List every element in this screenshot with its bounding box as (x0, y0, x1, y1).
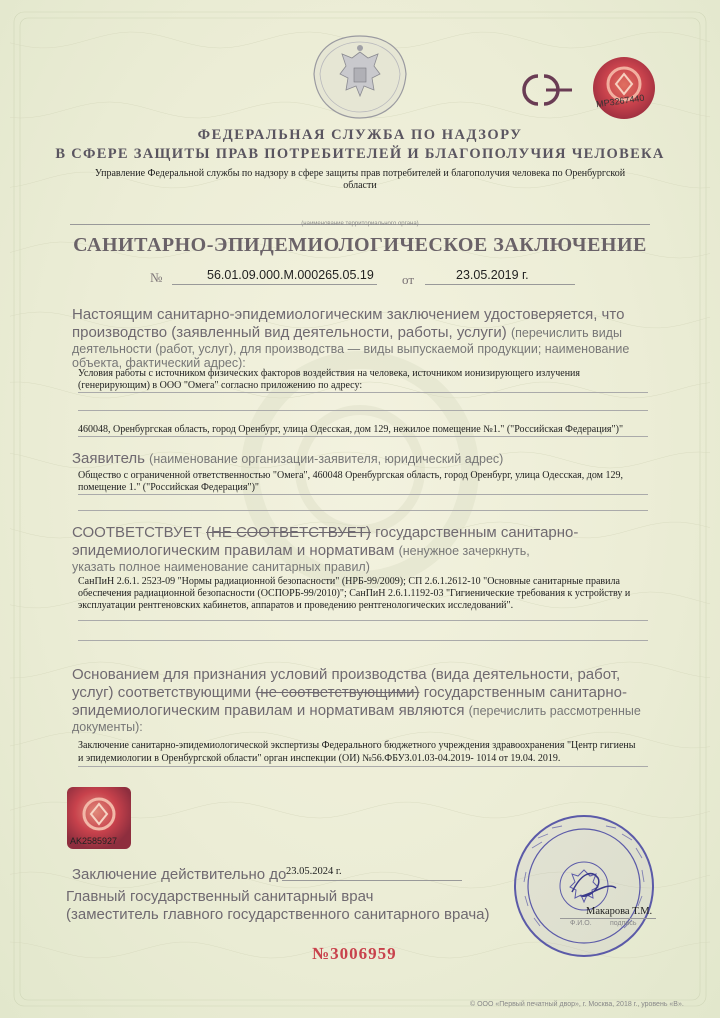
certify-lead-2-text: производство (заявленный вид деятельности, работы, услуги) (72, 324, 507, 341)
sanitary-mark-icon (514, 70, 576, 110)
activity-line-2: (генерирующим) в ООО "Омега" согласно приложению по адресу: (78, 380, 363, 391)
signatory-title-2: (заместитель главного государственного санитарного врача) (66, 906, 490, 923)
date-label: от (402, 272, 415, 287)
document-title: САНИТАРНО-ЭПИДЕМИОЛОГИЧЕСКОЕ ЗАКЛЮЧЕНИЕ (73, 234, 647, 256)
number-label: № (150, 270, 163, 285)
activity-underline-2 (78, 410, 648, 411)
validity-label: Заключение действительно до (72, 866, 287, 883)
rules-underline-1 (78, 620, 648, 621)
office-hint: (наименование территориального органа) (301, 221, 419, 227)
validity-date: 23.05.2024 г. (286, 866, 342, 877)
applicant-row (72, 450, 503, 468)
date-underline (425, 284, 575, 285)
activity-line-1: Условия работы с источником физических факторов воздействия на человека, источником ионизирующего излучения (78, 368, 581, 379)
certify-hint-2: деятельности (работ, услуг), для производства — виды выпускаемой продукции; наименование (72, 342, 630, 356)
printer-footer: © ООО «Первый печатный двор», г. Москва, 2018 г., уровень «В». (470, 1001, 684, 1008)
office-name: Управление Федеральной службы по надзору в сфере защиты прав потребителей и благополучия человека по Оренбургской области (94, 168, 626, 191)
conformity-line-2 (72, 542, 530, 560)
rules-underline-2 (78, 640, 648, 641)
certify-lead-1: Настоящим санитарно-эпидемиологическим заключением удостоверяется, что (72, 306, 625, 323)
certify-hint-3: объекта, фактический адрес): (72, 356, 246, 370)
activity-underline-1 (78, 392, 648, 393)
document-date: 23.05.2019 г. (456, 268, 529, 282)
applicant-underline-2 (78, 510, 648, 511)
conformity-hint-1: (ненужное зачеркнуть, (398, 544, 530, 558)
conformity-line-1 (72, 524, 578, 542)
fio-underline (560, 918, 656, 919)
bottom-hologram-code: AK2585927 (70, 836, 118, 846)
official-stamp (512, 812, 656, 960)
basis-hint-2: документы): (72, 720, 143, 734)
document-number: 56.01.09.000.М.000265.05.19 (207, 268, 374, 282)
certify-hint-1: (перечислить виды (510, 326, 622, 340)
basis-line-2a: услуг) соответствующими (72, 684, 252, 701)
conformity-line-2-text: эпидемиологическим правилам и нормативам (72, 542, 395, 559)
sign-hint: подпись (610, 920, 637, 927)
certify-lead-2 (72, 324, 622, 342)
top-hologram-code: МР3267440 (595, 92, 646, 110)
rules-line-1: СанПиН 2.6.1. 2523-09 "Нормы радиационной безопасности" (НРБ-99/2009); СП 2.6.1.2612-10 "Основные санитарные правила (78, 576, 620, 587)
fio-hint: Ф.И.О. (570, 920, 592, 927)
applicant-underline-1 (78, 494, 648, 495)
signatory-name: Макарова Т.М. (586, 906, 653, 917)
basis-line-2-struck: (не соответствующими) (255, 684, 420, 701)
top-hologram (590, 56, 658, 120)
basis-line-3-text: эпидемиологическим правилам и нормативам являются (72, 702, 465, 719)
applicant-label: Заявитель (72, 450, 145, 467)
basis-line-3 (72, 702, 641, 720)
number-underline (172, 284, 377, 285)
basis-doc-2: и эпидемиологии в Оренбургской области" орган инспекции (ОИ) №56.ФБУЗ.01.03-04.2019- 1014 от 19.04. 2019. (78, 753, 561, 764)
bottom-hologram (66, 786, 132, 850)
rules-line-2: обеспечения радиационной безопасности (ОСПОРБ-99/2010)"; СанПиН 2.6.1.1192-03 "Гигиенические требования к устройству и (78, 588, 631, 599)
basis-underline-1 (78, 766, 648, 767)
emblem-icon (312, 34, 408, 120)
agency-name-line1: ФЕДЕРАЛЬНАЯ СЛУЖБА ПО НАДЗОРУ (197, 127, 523, 143)
basis-doc-1: Заключение санитарно-эпидемиологической экспертизы Федерального бюджетного учреждения здравоохранения "Центр гигиены (78, 740, 636, 751)
activity-address: 460048, Оренбургская область, город Оренбург, улица Одесская, дом 129, нежилое помещение №1." ("Российская Федерация")" (78, 424, 624, 435)
conformity-rest-1: государственным санитарно- (375, 524, 579, 541)
serial-number: №3006959 (312, 944, 397, 963)
validity-underline (282, 880, 462, 881)
applicant-line-1: Общество с ограниченной ответственностью "Омега", 460048 Оренбургская область, город Оренбург, улица Одесская, дом 129, (78, 470, 623, 481)
agency-name-line2: В СФЕРЕ ЗАЩИТЫ ПРАВ ПОТРЕБИТЕЛЕЙ И БЛАГОПОЛУЧИЯ ЧЕЛОВЕКА (55, 146, 665, 162)
rules-line-3: эксплуатации рентгеновских кабинетов, аппаратов и проведению рентгенологических исследований". (78, 600, 514, 611)
basis-line-2b: государственным санитарно- (423, 684, 627, 701)
conformity-struck: (НЕ СООТВЕТСТВУЕТ) (206, 524, 371, 541)
basis-line-2 (72, 684, 627, 702)
basis-line-1: Основанием для признания условий производства (вида деятельности, работ, (72, 666, 621, 683)
applicant-hint: (наименование организации-заявителя, юридический адрес) (149, 452, 504, 466)
applicant-line-2: помещение 1." ("Российская Федерация")" (78, 482, 259, 493)
signatory-title-1: Главный государственный санитарный врач (66, 888, 374, 905)
activity-underline-3 (78, 436, 648, 437)
conformity-hint-2: указать полное наименование санитарных правил) (72, 560, 370, 574)
conformity-word: СООТВЕТСТВУЕТ (72, 524, 202, 541)
basis-hint-1: (перечислить рассмотренные (468, 704, 641, 718)
